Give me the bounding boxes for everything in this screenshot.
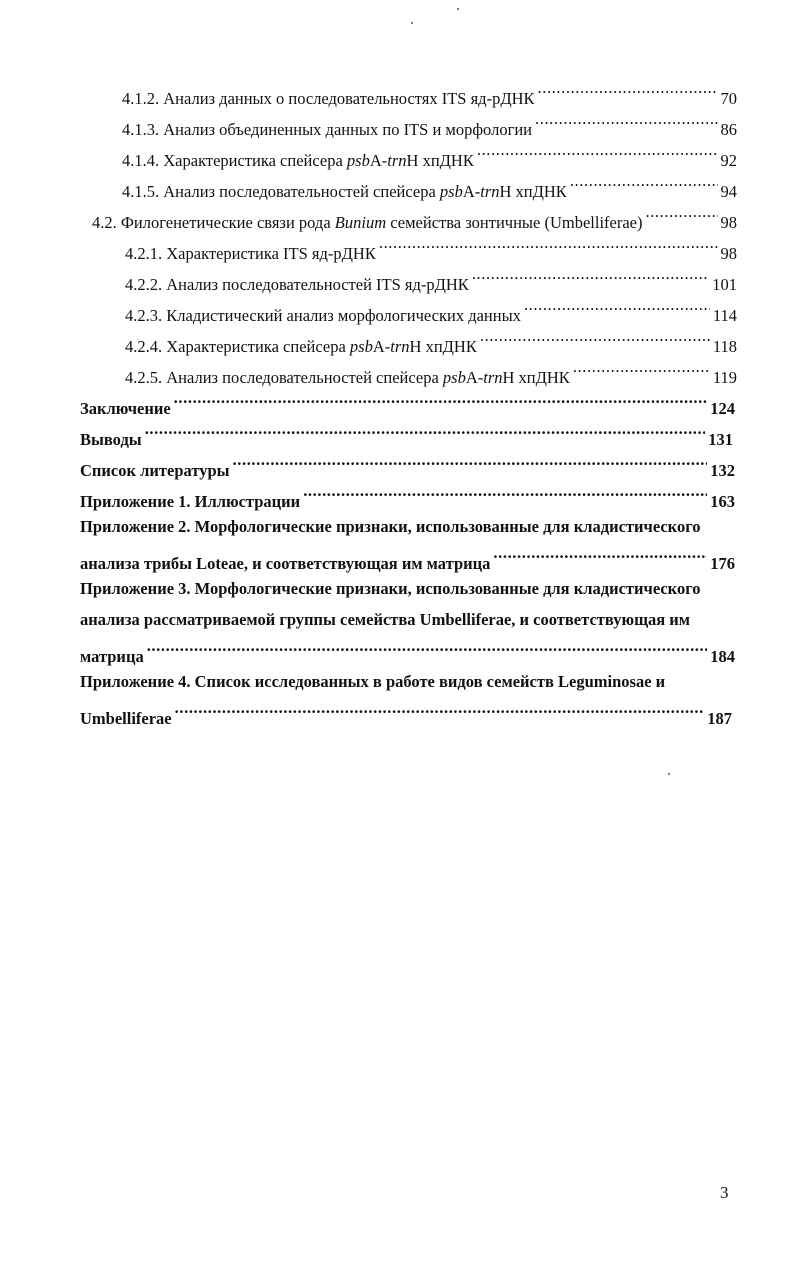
toc-entry[interactable]: [125, 237, 737, 265]
toc-entry-title: 4.2.3. Кладистический анализ морфологических данных: [125, 306, 521, 325]
toc-entry-title-line[interactable]: Приложение 3. Морфологические признаки, использованные для кладистического: [80, 579, 701, 598]
toc-page-number: 132: [710, 461, 735, 480]
dot-leader: [477, 144, 718, 166]
toc-page-number: 114: [712, 306, 737, 325]
toc-entry[interactable]: [122, 113, 737, 141]
toc-page-number: 98: [720, 213, 737, 232]
toc-entry-title: Umbelliferae: [80, 709, 172, 728]
scan-speck: [668, 773, 670, 775]
dot-leader: [645, 206, 717, 228]
dot-leader: [472, 268, 709, 290]
toc-page-number: 70: [720, 89, 737, 108]
dot-leader: [303, 485, 707, 507]
toc-page-number: 184: [710, 647, 735, 666]
toc-entry[interactable]: [80, 423, 733, 451]
toc-page-number: 176: [710, 554, 735, 573]
toc-entry-title: 4.2. Филогенетические связи рода Bunium семейства зонтичные (Umbelliferae): [92, 213, 643, 232]
dot-leader: [147, 640, 708, 662]
toc-page-number: 187: [707, 709, 732, 728]
dot-leader: [233, 454, 708, 476]
toc-page-number: 92: [720, 151, 737, 170]
toc-entry[interactable]: [122, 144, 737, 172]
dot-leader: [145, 423, 706, 445]
toc-entry-title: 4.1.5. Анализ последовательностей спейсера psbA-trnH хпДНК: [122, 182, 567, 201]
dot-leader: [493, 547, 707, 569]
toc-entry-title: матрица: [80, 647, 144, 666]
toc-entry-title: 4.2.2. Анализ последовательностей ITS яд-рДНК: [125, 275, 469, 294]
toc-entry-title: 4.1.3. Анализ объединенных данных по ITS и морфологии: [122, 120, 532, 139]
toc-page-number: 86: [720, 120, 737, 139]
toc-page-number: 118: [712, 337, 737, 356]
toc-entry-title: 4.2.4. Характеристика спейсера psbA-trnH хпДНК: [125, 337, 477, 356]
toc-page-number: 98: [720, 244, 737, 263]
dot-leader: [538, 82, 718, 104]
toc-entry-title: 4.2.5. Анализ последовательностей спейсера psbA-trnH хпДНК: [125, 368, 570, 387]
toc-page-number: 124: [710, 399, 735, 418]
toc-entry[interactable]: [80, 640, 735, 668]
toc-entry[interactable]: [80, 547, 735, 575]
toc-entry-title: 4.1.4. Характеристика спейсера psbA-trnH хпДНК: [122, 151, 474, 170]
toc-entry-title-line[interactable]: анализа рассматриваемой группы семейства Umbelliferae, и соответствующая им: [80, 610, 691, 629]
toc-page-number: 163: [710, 492, 735, 511]
toc-entry-title: 4.2.1. Характеристика ITS яд-рДНК: [125, 244, 376, 263]
toc-entry[interactable]: [80, 485, 735, 513]
toc-entry[interactable]: [125, 361, 737, 389]
toc-entry[interactable]: [125, 299, 737, 327]
scan-speck: [457, 8, 459, 10]
toc-entry[interactable]: [125, 268, 737, 296]
scan-speck: [411, 22, 413, 24]
toc-entry[interactable]: [80, 702, 732, 730]
toc-entry-title: Заключение: [80, 399, 171, 418]
dot-leader: [524, 299, 710, 321]
toc-page-number: 101: [712, 275, 737, 294]
dot-leader: [573, 361, 710, 383]
dot-leader: [174, 392, 708, 414]
toc-entry[interactable]: [92, 206, 737, 234]
toc-entry-title-line[interactable]: Приложение 4. Список исследованных в работе видов семейств Leguminosae и: [80, 672, 666, 691]
toc-page-number: 131: [708, 430, 733, 449]
dot-leader: [379, 237, 718, 259]
page-number: 3: [720, 1183, 729, 1202]
toc-entry[interactable]: [122, 175, 737, 203]
toc-page-number: 119: [712, 368, 737, 387]
toc-entry-title: 4.1.2. Анализ данных о последовательностях ITS яд-рДНК: [122, 89, 535, 108]
dot-leader: [535, 113, 718, 135]
toc-entry[interactable]: [80, 392, 735, 420]
toc-entry-title-line[interactable]: Приложение 2. Морфологические признаки, использованные для кладистического: [80, 517, 701, 536]
toc-entry[interactable]: [125, 330, 737, 358]
toc-entry-title: Список литературы: [80, 461, 230, 480]
dot-leader: [570, 175, 718, 197]
toc-entry-title: анализа трибы Loteae, и соответствующая им матрица: [80, 554, 491, 573]
toc-entry-title: Приложение 1. Иллюстрации: [80, 492, 301, 511]
toc-entry[interactable]: [122, 82, 737, 110]
toc-entry-title: Выводы: [80, 430, 142, 449]
toc-entry[interactable]: [80, 454, 735, 482]
dot-leader: [480, 330, 710, 352]
dot-leader: [175, 702, 705, 724]
toc-page-number: 94: [720, 182, 737, 201]
